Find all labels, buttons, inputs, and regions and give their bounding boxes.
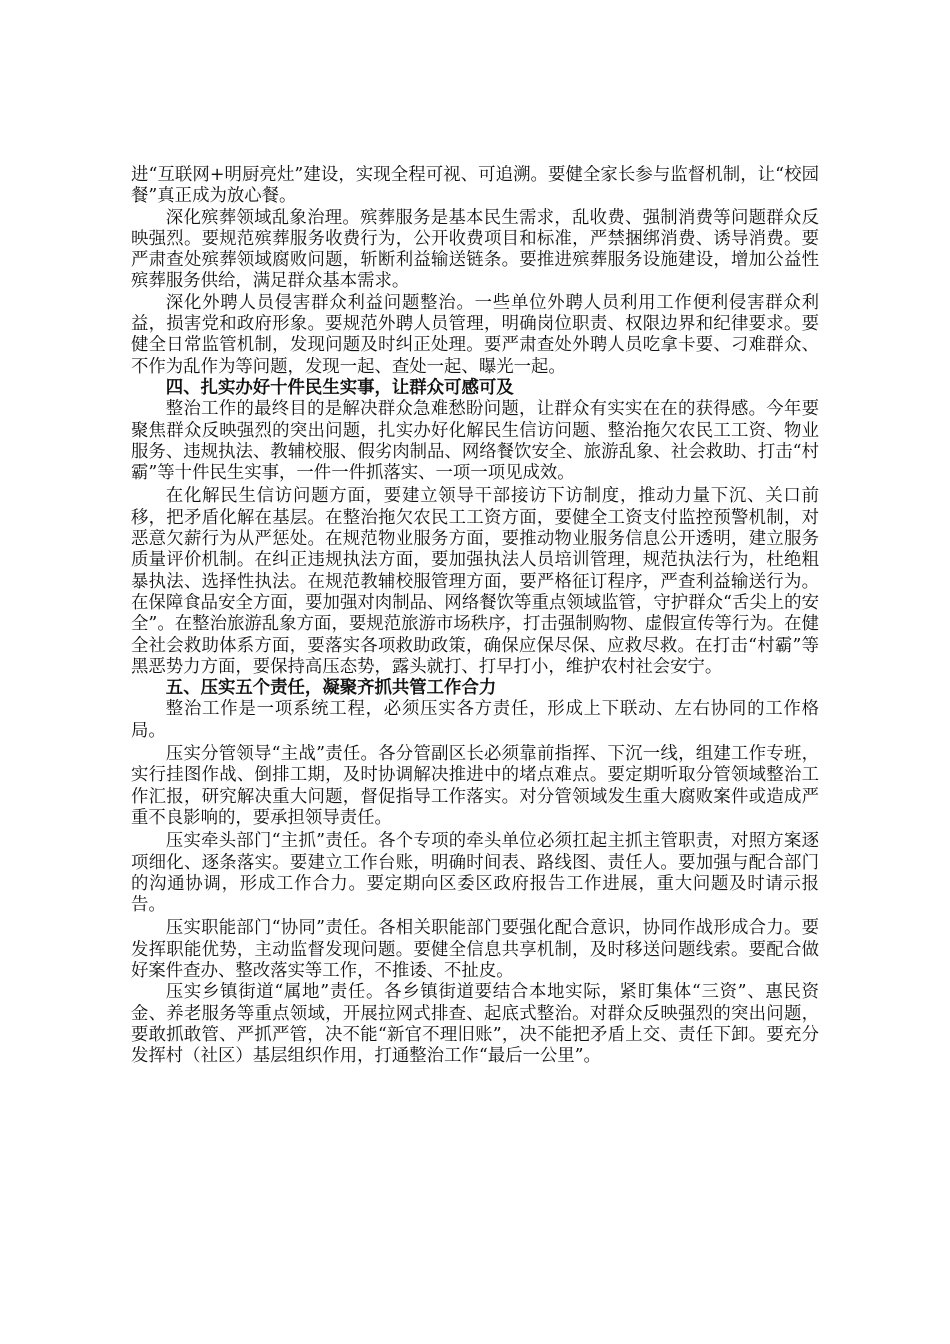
document-body xyxy=(131,165,819,1067)
paragraph-ten-livelihood-tasks: 整治工作的最终目的是解决群众急难愁盼问题，让群众有实实在在的获得感。今年要聚焦群众反映强烈的突出问题，扎实办好化解民生信访问题、整治拖欠农民工工资、物业服务、违规执法、教辅校服、假劣肉制品、网络餐饮安全、旅游乱象、社会救助、打击“村霸”等十件民生实事，一件一件抓落实、一项一项见成效。 xyxy=(131,399,819,484)
paragraph-township-responsibility: 压实乡镇街道“属地”责任。各乡镇街道要结合本地实际，紧盯集体“三资”、惠民资金、养老服务等重点领域，开展拉网式排查、起底式整治。对群众反映强烈的突出问题，要敢抓敢管、严抓严管，决不能“新官不理旧账”，决不能把矛盾上交、责任下卸。要充分发挥村（社区）基层组织作用，打通整治工作“最后一公里”。 xyxy=(131,982,819,1067)
section-heading-four: 四、扎实办好十件民生实事，让群众可感可及 xyxy=(165,377,514,398)
paragraph-leader-responsibility: 压实分管领导“主战”责任。各分管副区长必须靠前指挥、下沉一线，组建工作专班，实行挂图作战、倒排工期，及时协调解决推进中的堵点难点。要定期听取分管领域整治工作汇报，研究解决重大问题，督促指导工作落实。对分管领域发生重大腐败案件或造成严重不良影响的，要承担领导责任。 xyxy=(131,744,819,828)
paragraph-livelihood-details: 在化解民生信访问题方面，要建立领导干部接访下访制度，推动力量下沉、关口前移，把矛盾化解在基层。在整治拖欠农民工工资方面，要健全工资支付监控预警机制，对恶意欠薪行为从严惩处。在规范物业服务方面，要推动物业服务信息公开透明，建立服务质量评价机制。在纠正违规执法方面，要加强执法人员培训管理，规范执法行为，杜绝粗暴执法、选择性执法。在规范教辅校服管理方面，要严格征订程序，严查利益输送行为。在保障食品安全方面，要加强对肉制品、网络餐饮等重点领域监管，守护群众“舌尖上的安全”。在整治旅游乱象方面，要规范旅游市场秩序，打击强制购物、虚假宣传等行为。在健全社会救助体系方面，要落实各项救助政策，确保应保尽保、应救尽救。在打击“村霸”等黑恶势力方面，要保持高压态势，露头就打、打早打小，维护农村社会安宁。 xyxy=(131,486,819,677)
paragraph-system-engineering: 整治工作是一项系统工程，必须压实各方责任，形成上下联动、左右协同的工作格局。 xyxy=(131,699,819,741)
paragraph-outsourced-staff: 深化外聘人员侵害群众利益问题整治。一些单位外聘人员利用工作便利侵害群众利益，损害党和政府形象。要规范外聘人员管理，明确岗位职责、权限边界和纪律要求。要健全日常监管机制，发现问题及时纠正处理。要严肃查处外聘人员吃拿卡要、刁难群众、不作为乱作为等问题，发现一起、查处一起、曝光一起。 xyxy=(131,292,819,377)
paragraph-campus-meals-continued: 进“互联网+明厨亮灶”建设，实现全程可视、可追溯。要健全家长参与监督机制，让“校园餐”真正成为放心餐。 xyxy=(131,165,819,207)
paragraph-functional-department-responsibility: 压实职能部门“协同”责任。各相关职能部门要强化配合意识，协同作战形成合力。要发挥职能优势，主动监督发现问题。要健全信息共享机制，及时移送问题线索。要配合做好案件查办、整改落实等工作，不推诿、不扯皮。 xyxy=(131,918,819,981)
section-heading-five: 五、压实五个责任，凝聚齐抓共管工作合力 xyxy=(165,678,497,699)
paragraph-lead-department-responsibility: 压实牵头部门“主抓”责任。各个专项的牵头单位必须扛起主抓主管职责，对照方案逐项细化、逐条落实。要建立工作台账，明确时间表、路线图、责任人。要加强与配合部门的沟通协调，形成工作合力。要定期向区委区政府报告工作进展，重大问题及时请示报告。 xyxy=(131,831,819,916)
paragraph-funeral-governance: 深化殡葬领域乱象治理。殡葬服务是基本民生需求，乱收费、强制消费等问题群众反映强烈。要规范殡葬服务收费行为，公开收费项目和标准，严禁捆绑消费、诱导消费。要严肃查处殡葬领域腐败问题，斩断利益输送链条。要推进殡葬服务设施建设，增加公益性殡葬服务供给，满足群众基本需求。 xyxy=(131,207,819,292)
